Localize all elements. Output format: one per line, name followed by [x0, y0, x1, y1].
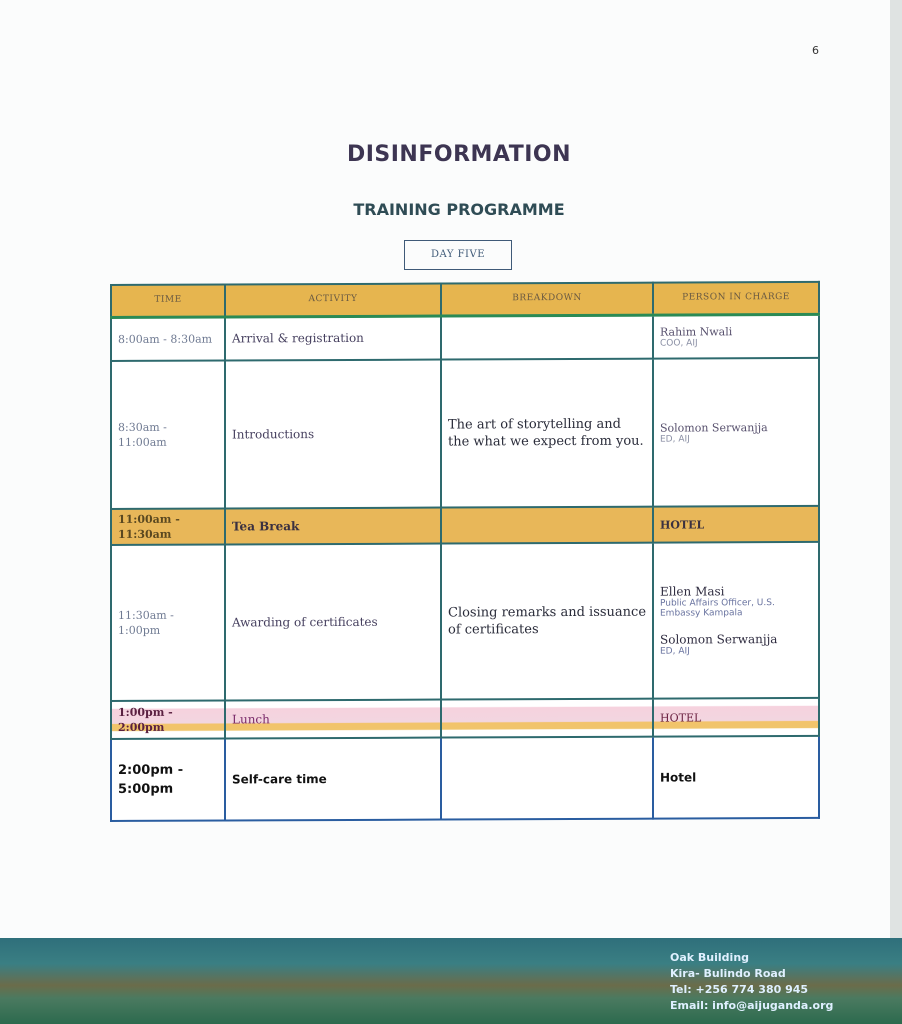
activity-cell: Awarding of certificates [225, 544, 441, 701]
table-row [111, 542, 819, 701]
person-role: ED, AIJ [660, 433, 690, 445]
table-row [111, 506, 819, 545]
time-cell: 8:00am - 8:30am [111, 316, 225, 360]
person-name: Ellen Masi [660, 584, 725, 599]
activity-cell: Lunch [225, 700, 441, 739]
time-cell: 11:00am - 11:30am [111, 508, 225, 544]
activity-cell: Self-care time [225, 738, 441, 821]
footer-banner [0, 938, 902, 1024]
breakdown-cell [441, 699, 653, 738]
venue-cell: Hotel [653, 736, 819, 819]
breakdown-cell: Closing remarks and issuance of certificates [441, 543, 653, 700]
page-title: DISINFORMATION [346, 142, 572, 167]
activity-cell: Arrival & registration [225, 316, 441, 361]
time-cell: 2:00pm - 5:00pm [111, 738, 225, 820]
person-role: ED, AIJ [660, 646, 690, 657]
venue-cell: HOTEL [653, 698, 819, 737]
person-cell [653, 314, 819, 359]
activity-cell: Tea Break [225, 508, 441, 545]
person-name: Solomon Serwanjja [660, 632, 778, 647]
person-name: Solomon Serwanjja [660, 420, 768, 435]
time-cell: 1:00pm - 2:00pm [111, 700, 225, 738]
person-cell [653, 358, 819, 507]
person-name: Rahim Nwali [660, 325, 733, 339]
table-row [111, 358, 819, 509]
breakdown-cell: The art of storytelling and the what we expect from you. [441, 359, 653, 508]
page-subtitle: TRAINING PROGRAMME [353, 200, 565, 219]
header-time: TIME [111, 284, 225, 316]
table-row [111, 736, 819, 821]
spacer [660, 618, 812, 633]
table-header-row [111, 282, 819, 317]
venue-cell: HOTEL [653, 506, 819, 543]
footer-email: Email: info@aijuganda.org [670, 999, 834, 1012]
footer-building: Oak Building [670, 951, 750, 964]
page-number: 6 [812, 44, 819, 57]
header-person-in-charge: PERSON IN CHARGE [653, 282, 819, 315]
activity-cell: Introductions [225, 360, 441, 509]
schedule-table [110, 281, 820, 822]
table-row [111, 698, 819, 739]
time-cell: 11:30am - 1:00pm [111, 544, 225, 700]
person-role: COO, AIJ [660, 338, 698, 349]
footer-phone: Tel: +256 774 380 945 [670, 983, 809, 996]
person-cell [653, 542, 819, 699]
breakdown-cell [441, 507, 653, 544]
person-role: Public Affairs Officer, U.S. Embassy Kampala [660, 598, 775, 619]
time-cell: 8:30am - 11:00am [111, 360, 225, 508]
breakdown-cell [441, 737, 653, 820]
table-row [111, 314, 819, 361]
day-label: DAY FIVE [404, 240, 512, 270]
breakdown-cell [441, 315, 653, 360]
footer-contact [670, 950, 833, 1014]
header-breakdown: BREAKDOWN [441, 283, 653, 316]
footer-road: Kira- Bulindo Road [670, 967, 786, 980]
header-activity: ACTIVITY [225, 284, 441, 317]
